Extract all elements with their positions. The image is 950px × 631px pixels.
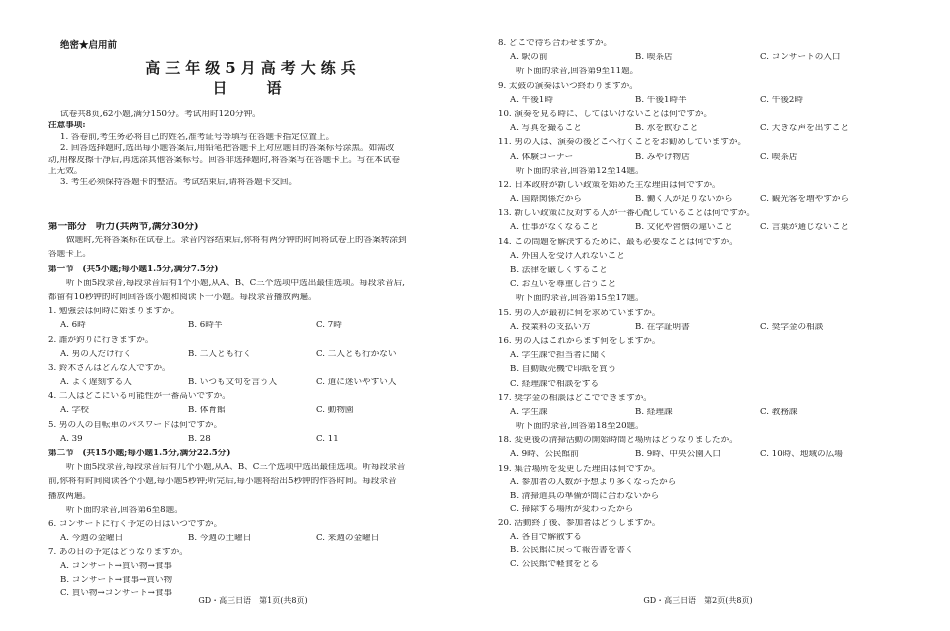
option-a: A. 参加者の人数が予想より多くなったから <box>510 478 677 488</box>
notes-heading: 注意事项: <box>48 121 86 131</box>
option-b: B. 法律を厳しくすること <box>510 266 608 275</box>
exam-title: 高三年级5月高考大练兵 <box>145 59 361 77</box>
question-options <box>48 321 458 335</box>
question-text: 20. 活動終了後、参加者はどうしますか。 <box>498 519 661 528</box>
question-17 <box>498 394 898 422</box>
option-b: B. 水を飲むこと <box>635 124 699 134</box>
question-text: 2. 誰が釣りに行きますか。 <box>48 335 154 345</box>
option-c: C. 買い物→コンサート→食事 <box>60 589 173 599</box>
question-options <box>498 450 898 464</box>
confidential-label: 绝密★启用前 <box>60 40 118 51</box>
question-options <box>498 153 898 167</box>
listening-questions <box>498 39 898 573</box>
question-16 <box>498 337 898 394</box>
option-a: A. コンサート→買い物→食事 <box>60 561 173 571</box>
option-a: A. 男の人だけ行く <box>60 349 132 359</box>
question-13 <box>498 209 898 237</box>
note-line: 上无效。 <box>48 166 83 176</box>
option-a: A. 午後1時 <box>510 95 553 105</box>
question-text: 17. 奨学金の相談はどこでできますか。 <box>498 393 652 403</box>
question-text: 10. 演奏を見る時に、してはいけないことは何ですか。 <box>498 109 713 119</box>
option-c: C. 掃除する場所が変わったから <box>510 505 634 515</box>
option-b: B. 28 <box>188 434 211 444</box>
question-text: 9. 太鼓の演奏はいつ終わりますか。 <box>498 81 638 91</box>
question-18 <box>498 436 898 464</box>
question-5 <box>48 421 458 449</box>
option-c: C. 午後2時 <box>760 95 803 105</box>
question-text: 6. コンサートに行く予定の日はいつですか。 <box>48 519 223 529</box>
option-a: A. 6時 <box>60 321 86 331</box>
option-c: C. コンサートの入口 <box>760 53 841 63</box>
section1-instruction: 听下面5段录音,每段录音后有1个小题,从A、B、C三个选项中选出最佳选项。每段录音后, <box>66 278 406 288</box>
question-8 <box>498 39 898 67</box>
option-b: B. 経理課 <box>635 407 673 417</box>
section1-instruction: 都留有10秒钟的时间回答该小题和阅读下一小题。每段录音播放两遍。 <box>48 292 317 302</box>
option-c: C. 道に迷いやすい人 <box>316 378 397 388</box>
question-9 <box>498 82 898 110</box>
question-options <box>48 406 458 420</box>
question-1 <box>48 307 458 335</box>
option-b: B. 清掃道具の準備が間に合わないから <box>510 491 660 501</box>
question-text: 15. 男の人が最初に何を求めていますか。 <box>498 308 661 318</box>
question-text: 11. 男の人は、演奏の後どこへ行くことをお勧めしていますか。 <box>498 138 747 148</box>
exam-page-1 <box>48 0 458 631</box>
section1-heading: 第一节 (共5小题;每小题1.5分,满分7.5分) <box>48 264 219 274</box>
option-a: A. 外国人を受け入れないこと <box>510 251 625 261</box>
option-c: C. お互いを尊重し合うこと <box>510 280 617 290</box>
option-a: A. 学生課 <box>510 407 548 417</box>
question-text: 18. 変更後の清掃活動の開始時間と場所はどうなりましたか。 <box>498 436 738 446</box>
note-line: 1. 答卷前,考生务必将自己的姓名,准考证号等填写在答题卡指定位置上。 <box>60 132 335 142</box>
option-b: B. 体育館 <box>188 406 226 416</box>
question-2 <box>48 336 458 364</box>
question-3 <box>48 364 458 392</box>
question-text: 19. 集合場所を変更した理由は何ですか。 <box>498 464 661 474</box>
option-b: B. 今週の土曜日 <box>188 534 252 544</box>
option-b: B. 自動販売機で印紙を買う <box>510 365 617 375</box>
option-b: B. 二人とも行く <box>188 349 252 359</box>
option-c: C. 観光客を増やすから <box>760 195 850 205</box>
option-b: B. 公民館に戻って報告書を書く <box>510 546 634 556</box>
option-c: C. 経理課で相談をする <box>510 379 600 389</box>
listening-instruction: 听下面的录音,回答第9至11题。 <box>516 67 639 77</box>
question-options <box>48 378 458 392</box>
question-text: 14. この問題を解決するために、最も必要なことは何ですか。 <box>498 237 738 247</box>
option-c: C. 喫茶店 <box>760 152 798 162</box>
option-a: A. 体験コーナー <box>510 152 574 162</box>
option-c: C. 公民館で軽食をとる <box>510 559 600 569</box>
question-text: 16. 男の人はこれからまず何をしますか。 <box>498 336 661 346</box>
exam-instructions <box>48 110 458 190</box>
question-options <box>48 435 458 449</box>
option-a: A. 学校 <box>60 406 89 416</box>
option-c: C. 大きな声を出すこと <box>760 124 850 134</box>
option-a: A. 今週の金曜日 <box>60 534 124 544</box>
question-text: 4. 二人はどこにいる可能性が一番高いですか。 <box>48 392 231 402</box>
listening-instruction: 听下面的录音,回答第6至8题。 <box>66 505 183 515</box>
option-b: B. みやげ物店 <box>635 152 690 162</box>
option-c: C. 教務課 <box>760 407 798 417</box>
part1-heading: 第一部分 听力(共两节,满分30分) <box>48 222 199 232</box>
option-c: C. 動物園 <box>316 406 354 416</box>
question-options <box>498 408 898 422</box>
option-a: A. 学生課で担当者に聞く <box>510 351 608 361</box>
listening-instruction: 听下面的录音,回答第15至17题。 <box>516 294 644 304</box>
listening-instruction: 听下面的录音,回答第12至14题。 <box>516 166 644 176</box>
question-options <box>498 323 898 337</box>
question-options <box>498 53 898 67</box>
question-text: 12. 日本政府が新しい政策を始めた主な理由は何ですか。 <box>498 180 721 190</box>
option-a: A. 9時、公民館前 <box>510 450 579 460</box>
option-c: C. 10時、地域の広場 <box>760 450 843 460</box>
option-b: B. 在学証明書 <box>635 322 690 332</box>
question-15 <box>498 309 898 337</box>
option-c: C. 11 <box>316 434 339 444</box>
question-text: 5. 男の人の自転車のパスワードは何ですか。 <box>48 420 223 430</box>
section2-instruction: 听下面5段录音,每段录音后有几个小题,从A、B、C三个选项中选出最佳选项。听每段录音 <box>66 463 406 473</box>
option-a: A. 仕事がなくなること <box>510 223 600 233</box>
question-10 <box>498 110 898 138</box>
question-text: 13. 新しい政策に反対する人が一番心配していることは何ですか。 <box>498 209 756 219</box>
option-c: C. 奨学金の相談 <box>760 322 824 332</box>
section2-instruction: 前,你将有时间阅读各个小题,每小题5秒钟;听完后,每小题将给出5秒钟的作答时间。每段录音 <box>48 477 397 487</box>
question-options <box>498 223 898 237</box>
option-a: A. 各自で解散する <box>510 532 582 542</box>
option-a: A. 国際関係だから <box>510 195 582 205</box>
question-20 <box>498 519 898 573</box>
exam-subject: 日 语 <box>212 79 294 97</box>
question-7 <box>48 548 458 602</box>
question-text: 8. どこで待ち合わせますか。 <box>498 39 613 48</box>
question-options <box>498 195 898 209</box>
option-b: B. 喫茶店 <box>635 53 673 63</box>
option-a: A. 授業料の支払い方 <box>510 322 591 332</box>
option-a: A. 写真を撮ること <box>510 124 582 134</box>
question-options <box>48 534 458 548</box>
page-footer: GD・高三日语 第1页(共8页) <box>198 596 308 605</box>
section2-instruction: 播放两遍。 <box>48 491 91 501</box>
note-line: 动,用橡皮擦干净后,再选涂其他答案标号。回答非选择题时,将答案写在答题卡上。写在本试卷 <box>48 155 400 165</box>
exam-info: 试卷共8页,62小题,满分150分。考试用时120分钟。 <box>60 110 261 119</box>
part1-instruction: 答题卡上。 <box>48 250 91 260</box>
question-12 <box>498 181 898 209</box>
option-b: B. いつも文句を言う人 <box>188 378 278 388</box>
question-text: 3. 鈴木さんはどんな人ですか。 <box>48 363 171 373</box>
listening-part <box>48 222 458 603</box>
question-14 <box>498 238 898 295</box>
option-b: B. コンサート→食事→買い物 <box>60 575 173 585</box>
note-line: 3. 考生必须保持答题卡的整洁。考试结束后,请将答题卡交回。 <box>60 178 298 188</box>
question-options <box>48 350 458 364</box>
option-b: B. 働く人が足りないから <box>635 195 733 205</box>
option-a: A. 駅の前 <box>510 53 548 63</box>
question-options <box>498 96 898 110</box>
option-a: A. 39 <box>60 434 83 444</box>
page-footer: GD・高三日语 第2页(共8页) <box>643 596 753 605</box>
option-c: C. 7時 <box>316 321 342 331</box>
option-b: B. 午後1時半 <box>635 95 687 105</box>
option-c: C. 二人とも行かない <box>316 349 397 359</box>
option-c: C. 来週の金曜日 <box>316 534 380 544</box>
question-6 <box>48 520 458 548</box>
option-c: C. 言葉が通じないこと <box>760 223 850 233</box>
question-text: 1. 勉強会は何時に始まりますか。 <box>48 307 180 317</box>
question-19 <box>498 465 898 519</box>
option-b: B. 文化や習慣の違いこと <box>635 223 733 233</box>
option-a: A. よく遅刻する人 <box>60 378 132 388</box>
section2-heading: 第二节 (共15小题;每小题1.5分,满分22.5分) <box>48 449 231 458</box>
exam-page-2 <box>498 0 898 631</box>
listening-instruction: 听下面的录音,回答第18至20题。 <box>516 422 644 432</box>
note-line: 2. 回答选择题时,选出每小题答案后,用铅笔把答题卡上对应题目的答案标号涂黑。如需改 <box>60 144 395 154</box>
question-11 <box>498 138 898 166</box>
option-b: B. 9時、中央公園入口 <box>635 450 721 460</box>
option-b: B. 6時半 <box>188 321 223 331</box>
question-options <box>498 124 898 138</box>
question-text: 7. あの日の予定はどうなりますか。 <box>48 548 188 558</box>
part1-instruction: 做题时,先将答案标在试卷上。录音内容结束后,你将有两分钟的时间将试卷上的答案转涂到 <box>66 236 407 246</box>
question-4 <box>48 392 458 420</box>
